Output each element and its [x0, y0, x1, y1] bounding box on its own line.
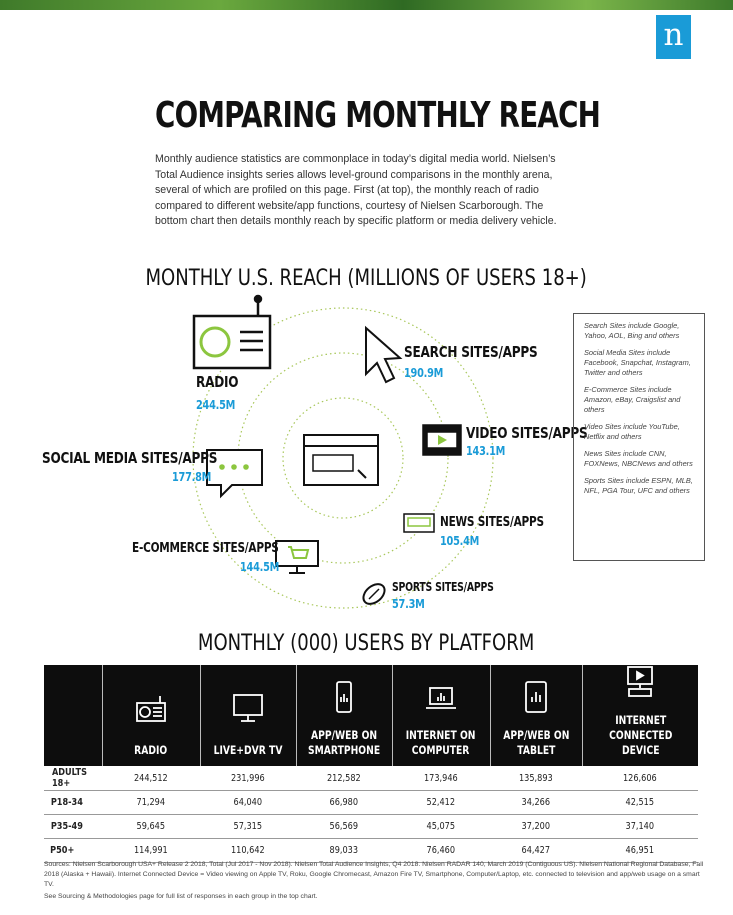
note-sports: Sports Sites include ESPN, MLB, NFL, PGA Tour, UFC and others — [584, 475, 693, 496]
table-header-row — [44, 665, 698, 766]
tv-icon — [231, 691, 265, 725]
video-label: VIDEO SITES/APPS — [466, 424, 588, 442]
row-label: P50+ — [50, 845, 75, 856]
tablet-icon — [519, 680, 553, 714]
social-label: SOCIAL MEDIA SITES/APPS — [42, 449, 218, 467]
table-row — [44, 791, 698, 815]
social-value: 177.8M — [172, 469, 212, 484]
page-title: COMPARING MONTHLY REACH — [155, 95, 601, 136]
search-label: SEARCH SITES/APPS — [404, 343, 538, 361]
table-cell: 46,951 — [625, 845, 655, 856]
radio-icon — [194, 296, 270, 368]
row-label: P35-49 — [50, 821, 83, 832]
note-social: Social Media Sites include Facebook, Snapchat, Instagram, Twitter and others — [584, 347, 691, 378]
table-cell: 52,412 — [426, 797, 456, 808]
table-cell: 34,266 — [521, 797, 551, 808]
table-cell: 64,427 — [521, 845, 551, 856]
row-label: P18-34 — [50, 797, 83, 808]
table-cell: 244,512 — [134, 772, 168, 784]
note-search: Search Sites include Google, Yahoo, AOL, Bing and others — [584, 321, 680, 341]
table-cell: 56,569 — [329, 821, 359, 832]
nielsen-logo: n — [656, 15, 691, 59]
table-cell: 57,315 — [233, 821, 263, 832]
table-cell: 231,996 — [231, 772, 265, 784]
table-cell: 173,946 — [424, 772, 458, 784]
news-label: NEWS SITES/APPS — [440, 514, 544, 530]
platform-table-wrapper — [44, 665, 698, 863]
platform-table — [44, 665, 698, 863]
table-row — [44, 815, 698, 839]
smartphone-icon — [327, 680, 361, 714]
table-row — [44, 839, 698, 863]
cursor-icon — [366, 328, 400, 382]
note-ecommerce: E-Commerce Sites include Amazon, eBay, Craigslist and others — [584, 385, 681, 415]
sources-footnote — [44, 860, 704, 904]
row-label: ADULTS 18+ — [51, 767, 87, 789]
table-cell: 110,642 — [231, 845, 265, 856]
table-cell: 59,645 — [136, 821, 166, 832]
shopping-cart-icon — [276, 541, 318, 573]
table-cell: 37,200 — [521, 821, 551, 832]
sports-value: 57.3M — [392, 596, 425, 611]
ecommerce-label: E-COMMERCE SITES/APPS — [132, 540, 279, 556]
methodology-note: See Sourcing & Methodologies page for full list of responses in each group in the top chart. — [44, 893, 318, 900]
header-tv: LIVE+DVR TV — [200, 665, 296, 766]
radio-label: RADIO — [196, 373, 239, 391]
table-cell: 42,515 — [625, 797, 655, 808]
header-corner — [44, 665, 102, 766]
note-news: News Sites include CNN, FOXNews, NBCNews and others — [584, 449, 693, 469]
header-tablet: APP/WEB ON TABLET — [490, 665, 582, 766]
table-cell: 135,893 — [519, 772, 553, 784]
table-cell: 114,991 — [134, 845, 168, 856]
table-cell: 71,294 — [136, 797, 166, 808]
newspaper-icon — [404, 514, 434, 532]
reach-heading: MONTHLY U.S. REACH (MILLIONS OF USERS 18+) — [145, 266, 588, 291]
header-radio: RADIO — [102, 665, 200, 766]
table-cell: 37,140 — [625, 821, 655, 832]
table-row — [44, 766, 698, 791]
browser-window-icon — [304, 435, 378, 485]
category-notes-box — [573, 313, 705, 561]
video-value: 143.1M — [466, 443, 506, 458]
table-cell: 126,606 — [623, 772, 657, 784]
film-strip-icon — [423, 425, 461, 455]
intro-paragraph: Monthly audience statistics are commonplace in today’s digital media world. Nielsen’s Total Audience insights series allows level-ground comparisons in the monthly arena, several of which are profiled on this page. First (at top), the monthly reach of radio compared to different website/app functions, courtesy of Nielsen Scarborough. The bottom chart then details monthly reach by specific platform or media delivery vehicle. — [155, 153, 557, 228]
football-icon — [360, 580, 389, 608]
header-computer: INTERNET ON COMPUTER — [392, 665, 490, 766]
ecommerce-value: 144.5M — [240, 559, 280, 574]
table-cell: 64,040 — [233, 797, 263, 808]
sources-text: Sources: Nielsen Scarborough USA+ Release 2 2018, Total (Jul 2017 - Nov 2018). Nielsen Total Audience Insights, Q4 2018. Nielsen RADAR 140, March 2019 (Contiguous US). Nielsen National Regional Database, Fall 2018 (Alaska + Hawaii). Internet Connected Device = Video viewing on Apple TV, Roku, Google Chromecast, Amazon Fire TV, Smartphone, Computer/Laptop, etc. connected to television and app/web usage on a smart TV. — [44, 861, 704, 888]
news-value: 105.4M — [440, 533, 480, 548]
note-video: Video Sites include YouTube, Netflix and others — [584, 422, 680, 442]
table-cell: 89,033 — [329, 845, 359, 856]
radio-icon — [134, 691, 168, 725]
laptop-icon — [424, 680, 458, 714]
header-connected-device: INTERNET CONNECTED DEVICE — [582, 665, 698, 766]
table-cell: 76,460 — [426, 845, 456, 856]
platform-heading: MONTHLY (000) USERS BY PLATFORM — [198, 631, 535, 656]
search-value: 190.9M — [404, 365, 444, 380]
table-cell: 66,980 — [329, 797, 359, 808]
table-cell: 212,582 — [327, 772, 361, 784]
table-cell: 45,075 — [426, 821, 456, 832]
connected-device-icon — [623, 665, 657, 699]
radio-value: 244.5M — [196, 397, 236, 412]
sports-label: SPORTS SITES/APPS — [392, 580, 494, 594]
header-smartphone: APP/WEB ON SMARTPHONE — [296, 665, 392, 766]
